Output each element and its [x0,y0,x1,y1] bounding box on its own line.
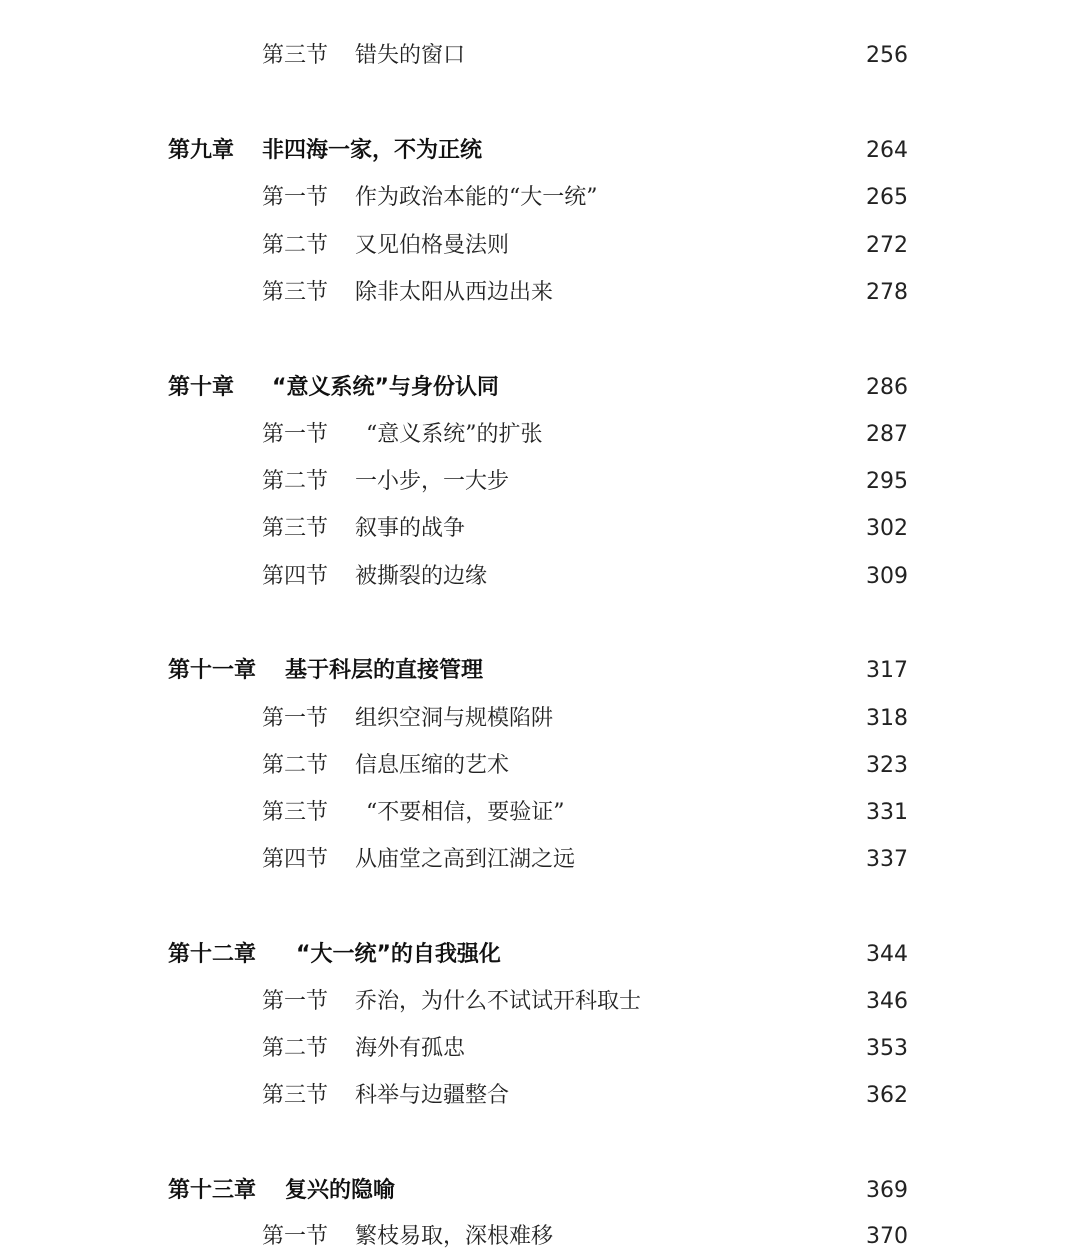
toc-section-row [0,417,1080,453]
chapter-title: 复兴的隐喻 [285,1178,396,1203]
page-number: 323 [866,753,908,778]
section-title: 信息压缩的艺术 [355,753,510,778]
section-title: “不要相信，要验证” [366,800,565,825]
toc-chapter-row [0,370,1080,406]
chapter-title: 基于科层的直接管理 [285,658,484,683]
chapter-number: 第十三章 [168,1178,257,1203]
toc-section-row [0,748,1080,784]
section-title: 从庙堂之高到江湖之远 [355,847,576,872]
section-number: 第二节 [262,753,329,778]
toc-section-row [0,1031,1080,1067]
section-number: 第四节 [262,564,329,589]
toc-chapter-row [0,653,1080,689]
page-number: 302 [866,516,908,541]
section-number: 第四节 [262,847,329,872]
page-number: 369 [866,1178,908,1203]
page-number: 287 [866,422,908,447]
toc-section-row [0,842,1080,878]
chapter-title: “大一统”的自我强化 [296,942,501,967]
chapter-title: 非四海一家，不为正统 [262,138,483,163]
page-number: 278 [866,280,908,305]
section-number: 第二节 [262,233,329,258]
toc-chapter-row [0,133,1080,169]
page-number: 272 [866,233,908,258]
toc-chapter-row [0,1173,1080,1209]
page-number: 370 [866,1224,908,1249]
toc-section-row [0,275,1080,311]
toc-chapter-row [0,937,1080,973]
page-number: 353 [866,1036,908,1061]
section-title: 又见伯格曼法则 [355,233,510,258]
section-number: 第一节 [262,989,329,1014]
chapter-number: 第十一章 [168,658,257,683]
page-number: 286 [866,375,908,400]
section-title: 组织空洞与规模陷阱 [355,706,554,731]
section-number: 第一节 [262,185,329,210]
section-title: 除非太阳从西边出来 [355,280,554,305]
section-title: 一小步，一大步 [355,469,510,494]
section-number: 第三节 [262,280,329,305]
page-number: 362 [866,1083,908,1108]
section-title: 被撕裂的边缘 [355,564,488,589]
toc-section-row [0,180,1080,216]
section-number: 第二节 [262,469,329,494]
toc-section-row [0,464,1080,500]
page-number: 295 [866,469,908,494]
section-title: 作为政治本能的“大一统” [355,185,598,210]
page-number: 344 [866,942,908,967]
page-number: 256 [866,43,908,68]
section-number: 第一节 [262,706,329,731]
section-number: 第三节 [262,43,329,68]
page-number: 264 [866,138,908,163]
chapter-number: 第十章 [168,375,235,400]
toc-section-row [0,1219,1080,1255]
toc-section-row [0,1078,1080,1114]
section-title: 科举与边疆整合 [355,1083,510,1108]
section-number: 第一节 [262,422,329,447]
page-number: 346 [866,989,908,1014]
section-number: 第一节 [262,1224,329,1249]
chapter-title: “意义系统”与身份认同 [272,375,499,400]
section-title: 乔治，为什么不试试开科取士 [355,989,642,1014]
toc-section-row [0,559,1080,595]
chapter-number: 第十二章 [168,942,257,967]
page-number: 309 [866,564,908,589]
page-number: 337 [866,847,908,872]
section-title: 繁枝易取，深根难移 [355,1224,554,1249]
page-number: 317 [866,658,908,683]
section-number: 第三节 [262,1083,329,1108]
chapter-number: 第九章 [168,138,235,163]
toc-section-row [0,795,1080,831]
page-number: 265 [866,185,908,210]
section-number: 第二节 [262,1036,329,1061]
toc-section-row [0,511,1080,547]
toc-section-row [0,228,1080,264]
section-number: 第三节 [262,800,329,825]
section-title: “意义系统”的扩张 [366,422,543,447]
page-number: 318 [866,706,908,731]
section-title: 错失的窗口 [355,43,466,68]
toc-section-row [0,701,1080,737]
section-title: 叙事的战争 [355,516,466,541]
toc-section-row [0,984,1080,1020]
section-number: 第三节 [262,516,329,541]
page-number: 331 [866,800,908,825]
toc-section-row [0,38,1080,74]
section-title: 海外有孤忠 [355,1036,466,1061]
